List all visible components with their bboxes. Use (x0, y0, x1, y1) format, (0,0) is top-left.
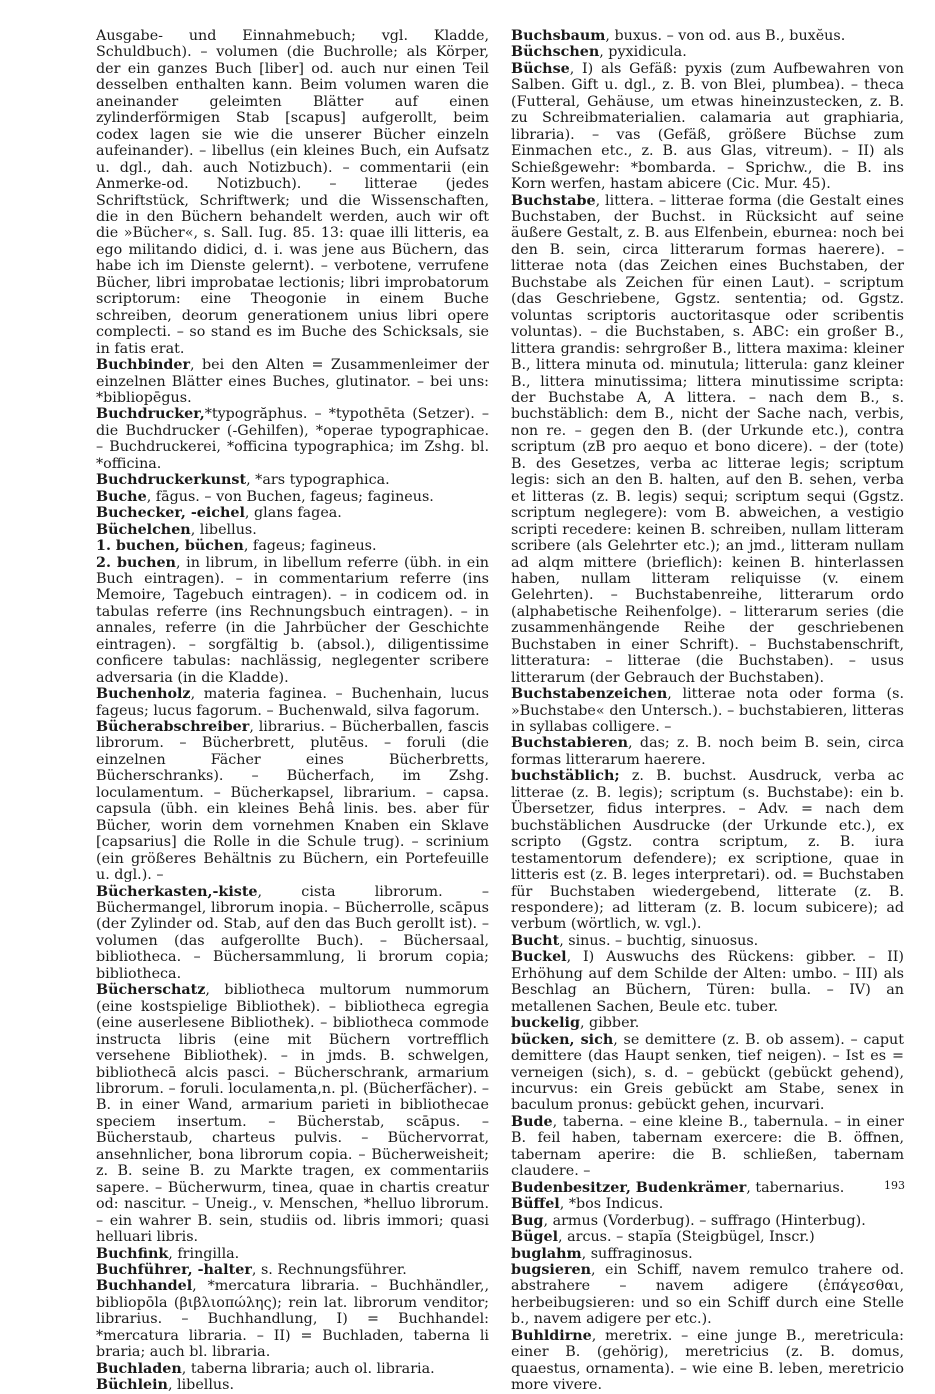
dictionary-entry (511, 44, 904, 60)
entry-headword: buchstäblich; (511, 768, 620, 785)
dictionary-entry (511, 1328, 904, 1394)
entry-text: , materia faginea. – Buchenhain, lucus fageus; lucus fagorum. – Buchenwald, silva fagorum. (96, 686, 489, 719)
entry-headword: Buchenholz (96, 686, 191, 703)
dictionary-entry (96, 982, 489, 1245)
left-column (96, 28, 489, 1394)
dictionary-entry (96, 472, 489, 488)
entry-text: , bibliotheca multorum nummorum (eine kostspielige Bibliothek). – bibliotheca egregia (eine auserlesene Bibliothek). – bibliotheca commode instructa libris (eine mit Büchern vortrefflich versehene Bibliothek). – in jmds. B. schwelgen, bibliothecā alcis pasci. – Bücherschrank, armarium librorum. – foruli. loculamenta,n. pl. (Bücherfächer). – B. in einer Wand, armarium parieti in bibliothecae speciem insertum. – Bücherstab, scāpus. – Bücherstaub, charteus pulvis. – Büchervorrat, ansehnlicher, bona librorum copia. – Bücherweisheit; z. B. seine B. zu Markte tragen, ex commentariis sapere. – Bücherwurm, tinea, quae in chartis creatur od: nascitur. – Uneig., v. Menschen, *helluo librorum. – ein wahrer B. sein, studiis od. libris immori; quasi helluari libris. (96, 982, 489, 1246)
entry-headword: Bug (511, 1212, 544, 1229)
dictionary-entry (511, 1213, 904, 1229)
dictionary-entry (96, 489, 489, 505)
dictionary-entry (96, 1246, 489, 1262)
entry-text: , buxus. – von od. aus B., buxĕus. (605, 28, 846, 44)
dictionary-entry (511, 1032, 904, 1114)
entry-text: *typogrăphus. – *typothēta (Setzer). – die Buchdrucker (-Gehilfen), *operae typographicae. – Buchdruckerei, *officina typographica; im Zshg. bl. *officina. (96, 406, 489, 472)
dictionary-entry (96, 686, 489, 719)
entry-text: , ein Schiff, navem remulco trahere od. abstrahere – navem adigere (ἐπάγεσθαι, herbeibugsieren: und so ein Schiff durch eine Stelle b., navem adigere per etc.). (511, 1261, 904, 1328)
dictionary-entry (511, 1180, 904, 1196)
entry-headword: Buchdruckerkunst (96, 472, 247, 489)
entry-text: Ausgabe- und Einnahmebuch; vgl. Kladde, Schuldbuch). – volumen (die Buchrolle; als Körper, der ein ganzes Buch [liber] od. auch nur einen Teil desselben enthalten kann. Beim volumen waren die aneinander geleimten Blätter auf einen zylinderförmigen Stab [scapus] aufgerollt, beim codex lagen sie wie die unserer Bücher einzeln aufeinander). – libellus (ein kleines Buch, ein Aufsatz u. dgl., dah. auch Notizbuch). – commentarii (ein Anmerke-od. Notizbuch). – litterae (jedes Schriftstück, Schriftwerk; und die Wissenschaften, die in den Büchern behandelt werden, auch wir oft die »Bücher«, s. Sall. Iug. 85. 13: quae illi litteris, ea ego militando didici, d. i. was jene aus Büchern, das habe ich im Dienste gelernt). – verbotene, verrufene Bücher, libri improbatae lectionis; libri improbatorum scriptorum: eine Theogonie in einem Buche schreiben, deorum generationem unius libri opere complecti. – so stand es im Buche des Schicksals, sie in fatis erat. (96, 28, 489, 357)
entry-text: , fringilla. (168, 1245, 240, 1262)
entry-headword: Büffel (511, 1196, 560, 1213)
right-column (511, 28, 904, 1394)
entry-headword: Buchstabenzeichen (511, 686, 668, 703)
entry-headword: Buche (96, 488, 147, 505)
entry-text: , fāgus. – von Buchen, fageus; fagineus. (146, 488, 434, 505)
entry-headword: Buchbinder (96, 357, 191, 374)
entry-headword: bücken, sich (511, 1031, 614, 1048)
entry-headword: Buchfink (96, 1245, 169, 1262)
entry-text: , s. Rechnungsführer. (251, 1261, 407, 1278)
entry-headword: Buchsbaum (511, 28, 606, 44)
dictionary-entry (511, 735, 904, 768)
entry-text: , *ars typographica. (246, 472, 390, 489)
entry-text: , suffraginosus. (581, 1245, 693, 1262)
entry-text: , bei den Alten = Zusammenleimer der einzelnen Blätter eines Buches, glutinator. – bei uns: *bibliopēgus. (96, 357, 489, 406)
entry-text: , littera. – litterae forma (die Gestalt eines Buchstaben, der Buchst. in Rücksicht auf seine äußere Gestalt, z. B. aus Elfenbein, eburnea: noch bei den B. sein, circa litterarum formas haerere). – litterae nota (das Zeichen eines Buchstaben, der Buchstabe als Zeichen für einen Laut). – scriptum (das Geschriebene, Ggstz. sententia; od. Ggstz. voluntas scriptoris auctoritasque oder scribentis voluntas). – die Buchstaben, s. ABC: ein großer B., littera grandis: sehrgroßer B., littera maxima: kleiner B., littera minuta od. minutula; litterula: ganz kleiner B., littera minutissima; littera minutissime scripta: der Buchstabe A, A littera. – nach dem B., s. buchstäblich: dem B., nicht der Sache nach, verbis, non re. – gegen den B. (der Urkunde etc.), contra scriptum (zB pro aequo et bono dicere). – der (tote) B. des Gesetzes, verba ac litterae legis; scriptum legis: sich an den B. halten, auf den B. sehen, verba et litteras (z. B. legis) sequi; scriptum sequi (Ggstz. scriptum neglegere): vom B. abweichen, a vestigio scripti recedere: keinen B. schreiben, nullam litteram scribere (als Gelehrter etc.); an jmd., litteram nullam ad alqm mittere (brieflich): keinen B. hinterlassen haben, nullam litteram reliquisse (v. einem Gelehrten). – Buchstabenreihe, litterarum ordo (alphabetische Reihenfolge). – litterarum series (die zusammenhängende Reihe der geschriebenen Buchstaben in einer Schrift). – Buchstabenschrift, litteratura: – litterae (die Buchstaben). – usus litterarum (der Gebrauch der Buchstaben). (511, 192, 904, 686)
dictionary-entry (96, 406, 489, 472)
dictionary-entry (96, 538, 489, 554)
entry-headword: 2. buchen (96, 554, 176, 571)
entry-headword: Buhldirne (511, 1327, 592, 1344)
entry-text: , arcus. – stapĭa (Steigbügel, Inscr.) (558, 1229, 815, 1246)
entry-text: , glans fagea. (244, 505, 342, 522)
entry-text: , libellus. (167, 1377, 235, 1394)
entry-headword: Bucht (511, 932, 560, 949)
entry-headword: Bude (511, 1113, 553, 1130)
entry-text: , meretrix. – eine junge B., meretricula: einer B. (gehörig), meretricius (z. B. domus, quaestus, ornamenta). – wie eine B. leben, meretricio more vivere. (511, 1327, 904, 1394)
entry-headword: Buckel (511, 949, 567, 966)
entry-headword: 1. buchen, büchen (96, 538, 244, 555)
dictionary-entry (511, 1196, 904, 1212)
entry-text: , in librum, in libellum referre (übh. in ein Buch eintragen). – in commentarium referre (ins Memoire, Tagebuch eintragen). – in codicem od. in tabulas referre (ins Rechnungsbuch eintragen). – in annales, referre (in die Jahrbücher der Geschichte eintragen). – sorgfältig b. (absol.), diligentissime conficere tabulas: nachlässig, neglegenter scribere adversaria (in die Kladde). (96, 554, 489, 686)
entry-headword: buckelig (511, 1015, 580, 1032)
dictionary-entry (96, 28, 489, 357)
dictionary-entry (511, 193, 904, 687)
entry-headword: Budenbesitzer, Budenkrämer (511, 1179, 747, 1196)
entry-headword: buglahm (511, 1245, 582, 1262)
entry-headword: Buchdrucker, (96, 406, 205, 423)
entry-headword: Buchstabieren (511, 735, 629, 752)
dictionary-entry (511, 1015, 904, 1031)
dictionary-entry (96, 522, 489, 538)
entry-headword: Büchse (511, 60, 570, 77)
entry-headword: Büchlein (96, 1377, 168, 1394)
entry-text: , taberna libraria; auch ol. libraria. (181, 1360, 435, 1377)
dictionary-entry (511, 61, 904, 193)
dictionary-entry (511, 768, 904, 933)
dictionary-entry (511, 1114, 904, 1180)
entry-text: , gibber. (579, 1015, 640, 1032)
entry-text: , fageus; fagineus. (243, 538, 377, 555)
dictionary-entry (96, 1278, 489, 1360)
entry-headword: Bücherschatz (96, 982, 206, 999)
dictionary-entry (96, 505, 489, 521)
dictionary-entry (96, 719, 489, 884)
dictionary-entry (511, 1229, 904, 1245)
dictionary-entry (511, 933, 904, 949)
entry-headword: bugsieren (511, 1261, 591, 1278)
dictionary-entry (511, 949, 904, 1015)
entry-text: , *mercatura libraria. – Buchhändler,, bibliopōla (βιβλιοπώλης); rein lat. librorum venditor; librarius. – Buchhandlung, I) = Buchhandel: *mercatura libraria. – II) = Buchladen, taberna li braria; auch bl. libraria. (96, 1278, 489, 1361)
entry-headword: Buchladen (96, 1360, 182, 1377)
entry-headword: Buchhandel (96, 1278, 193, 1295)
entry-text: , pyxidicula. (599, 44, 687, 61)
page-number: 193 (884, 1179, 905, 1192)
entry-text: , se demittere (z. B. ob assem). – caput demittere (das Haupt senken, tief neigen). – Ist es = verneigen (sich), s. d. – gebückt (gebückt gehend), incurvus: ein Greis gebückt am Stabe, senex in baculum pronus: gebückt gehen, incurvari. (511, 1031, 904, 1114)
entry-text: , I) Auswuchs des Rückens: gibber. – II) Erhöhung auf dem Schilde der Alten: umbo. – III) als Beschlag an Büchern, Türen: bulla. – IV) an metallenen Sachen, Beule etc. tuber. (511, 949, 904, 1015)
dictionary-entry (511, 28, 904, 44)
dictionary-entry (96, 884, 489, 983)
entry-text: , taberna. – eine kleine B., tabernula. – in einer B. feil haben, tabernam exercere: die B. öffnen, tabernam aperire: die B. schließen, tabernam claudere. – (511, 1113, 904, 1180)
dictionary-entry (96, 1361, 489, 1377)
entry-headword: Büchschen (511, 44, 600, 61)
entry-headword: Buchstabe (511, 192, 596, 209)
entry-headword: Bücherkasten,-kiste (96, 883, 258, 900)
entry-text: , librarius. – Bücherballen, fascis librorum. – Bücherbrett, plutēus. – foruli (die einzelnen Fächer eines Bücherbretts, Bücherschranks). – Bücherfach, im Zshg. loculamentum. – Bücherkapsel, librarium. – capsa. capsula (übh. ein kleines Behâ linis. bes. aber für Bücher, worin dem vornehmen Knaben ein Sklave [capsarius] die Rolle in die Schule trug). – scrinium (ein größeres Behältnis zu Büchern, ein Portefeuille u. dgl.). – (96, 719, 489, 884)
entry-headword: Büchelchen (96, 521, 191, 538)
entry-text: , *bos Indicus. (559, 1196, 664, 1213)
entry-text: , armus (Vorderbug). – suffrago (Hinterbug). (543, 1212, 866, 1229)
entry-text: , cista librorum. – Büchermangel, librorum inopia. – Bücherrolle, scāpus (der Zylinder od. Stab, auf den das Buch gerollt ist). – volumen (das aufgerollte Buch). – Büchersaal, bibliotheca. – Büchersammlung, li brorum copia; bibliotheca. (96, 883, 489, 982)
entry-text: , tabernarius. (746, 1179, 845, 1196)
entry-headword: Buchführer, -halter (96, 1261, 252, 1278)
dictionary-entry (96, 1262, 489, 1278)
dictionary-entry (96, 357, 489, 406)
entry-text: z. B. buchst. Ausdruck, verba ac litterae (z. B. legis); scriptum (s. Buchstabe): ein b. Übersetzer, fidus interpres. – Adv. = nach dem buchstäblichen Ausdrucke (der Urkunde etc.), ex scripto (Ggstz. contra scriptum, z. B. iura testamentorum defendere); ex scriptione, quae in litteris est (z. B. leges interpretari). od. = Buchstaben für Buchstaben wiedergebend, litterate (z. B. respondere); ad litteram (z. B. locum subicere); ad verbum (wörtlich, w. vgl.). (511, 768, 904, 933)
entry-text: , sinus. – buchtig, sinuosus. (559, 932, 759, 949)
dictionary-entry (96, 1377, 489, 1393)
entry-headword: Bücherabschreiber (96, 719, 250, 736)
entry-headword: Bügel (511, 1229, 559, 1246)
dictionary-entry (511, 1246, 904, 1262)
entry-text: , das; z. B. noch beim B. sein, circa formas litterarum haerere. (511, 735, 904, 768)
entry-text: , litterae nota oder forma (s. »Buchstabe« den Untersch.). – buchstabieren, litteras in syllabas colligere. – (511, 686, 904, 736)
entry-text: , libellus. (190, 521, 257, 538)
dictionary-entry (511, 1262, 904, 1328)
entry-headword: Buchecker, -eichel (96, 505, 245, 522)
dictionary-entry (96, 555, 489, 687)
dictionary-entry (511, 686, 904, 735)
entry-text: , I) als Gefäß: pyxis (zum Aufbewahren von Salben. Gift u. dgl., z. B. von Blei, plumbea). – theca (Futteral, Gehäuse, um etwas hineinzustecken, z. B. zu Schreibmaterialien. calamaria aut graphiaria, libraria). – vas (Gefäß, größere Büchse zum Einmachen etc., z. B. aus Glas, vitreum). – II) als Schießgewehr: *bombarda. – Sprichw., die B. ins Korn werfen, hastam abicere (Cic. Mur. 45). (511, 60, 904, 193)
